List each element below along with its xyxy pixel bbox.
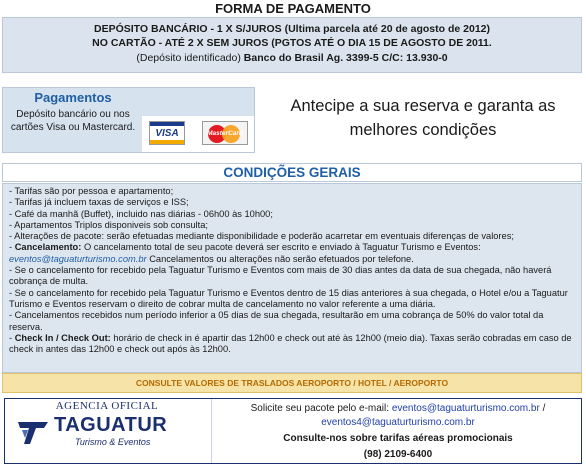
slogan: Antecipe a sua reserva e garanta as melhores condições <box>290 97 556 139</box>
condition-item: - Tarifas já incluem taxas de serviços e ISS; <box>9 197 189 208</box>
condition-item: - Café da manhã (Buffet), incluido nas diárias - 06h00 às 10h00; <box>9 208 273 219</box>
taguatur-logo-icon <box>16 416 50 446</box>
conditions-body <box>2 183 582 373</box>
visa-label: VISA <box>155 128 179 139</box>
payment-methods-box <box>2 17 582 73</box>
pagamentos-title: Pagamentos <box>34 90 112 105</box>
visa-card-icon <box>149 121 185 145</box>
transfer-notice: CONSULTE VALORES DE TRASLADOS AEROPORTO / HOTEL / AEROPORTO <box>2 373 582 393</box>
pagamentos-panel <box>2 87 255 153</box>
condition-item: - Se o cancelamento for recebido pela Taguatur Turismo e Eventos com mais de 30 dias antes da data de sua chegada, não haverá cobrança de multa. <box>9 265 552 287</box>
cancel-text: O cancelamento total de seu pacote deverá ser escrito e enviado à Taguatur Turismo e Eventos: <box>83 242 481 253</box>
footer <box>4 398 582 464</box>
bank-account-line <box>3 51 581 65</box>
cancel-item: - Cancelamento: O cancelamento total de seu pacote deverá ser escrito e enviado à Taguatur Turismo e Eventos: eventos@taguaturturismo.com.br Cancelamentos ou alterações não serão efetuados por telefone. <box>9 242 481 264</box>
checkin-label: Check In / Check Out: <box>14 332 111 343</box>
condition-item: - Cancelamentos recebidos num período inferior a 05 dias de sua chegada, resultarão em uma cobrança de 50% do valor total da reserva. <box>9 310 544 332</box>
condition-item: - Se o cancelamento for recebido pela Taguatur Turismo e Eventos dentro de 15 dias anteriores à sua chegada, o Hotel e/ou a Taguatur Turismo e Eventos reservam o direito de cobrar multa de cancelamento no valor referente a uma diária. <box>9 287 568 309</box>
condition-item: - Tarifas são por pessoa e apartamento; <box>9 186 174 196</box>
brand-name: TAGUATUR <box>54 414 168 436</box>
agency-label: AGENCIA OFICIAL <box>55 400 159 412</box>
checkin-text: horário de check in é apartir das 12h00 e check out até às 12h00 (meio dia). Taxas serão cobradas em caso de check in antes das 12h00 e check out após às 12h00. <box>9 332 572 355</box>
cancel-email-link[interactable]: eventos@taguaturturismo.com.br <box>9 253 147 264</box>
card-payment-line: NO CARTÃO - ATÉ 2 X SEM JUROS (PGTOS ATÉ O DIA 15 DE AGOSTO DE 2011. <box>92 37 492 49</box>
footer-divider <box>211 399 212 463</box>
pagamentos-text: Depósito bancário ou nos cartões Visa ou Mastercard. <box>10 109 136 133</box>
contact-line <box>217 402 579 416</box>
condition-item: - Alterações de pacote: serão efetuadas mediante disponibilidade e poderão acarretar em eventuais diferenças de valores; <box>9 231 514 242</box>
cancel-label: Cancelamento: <box>14 242 82 253</box>
email1-link[interactable]: eventos@taguaturturismo.com.br <box>391 403 540 414</box>
condition-item: - Apartamentos Triplos disponiveis sob consulta; <box>9 219 208 230</box>
email2-line <box>217 416 579 430</box>
bank-account: Banco do Brasil Ag. 3399-5 C/C: 13.930-0 <box>243 52 448 64</box>
promo-text: Consulte-nos sobre tarifas aéreas promocionais <box>283 433 513 444</box>
bank-deposit-line: DEPÓSITO BANCÁRIO - 1 X S/JUROS (Ultima parcela até 20 de agosto de 2012) <box>93 23 490 35</box>
deposit-note: (Depósito identificado) <box>136 52 241 64</box>
contact-prefix: Solicite seu pacote pelo e-mail: <box>250 403 390 414</box>
page-title: FORMA DE PAGAMENTO <box>215 1 371 16</box>
conditions-title: CONDIÇÕES GERAIS <box>2 163 582 182</box>
email2-link[interactable]: eventos4@taguaturturismo.com.br <box>321 417 475 428</box>
mastercard-label: MasterCard <box>207 130 243 137</box>
checkin-item: - Check In / Check Out: horário de check in é apartir das 12h00 e check out até às 12h00 (meio dia). Taxas serão cobradas em caso de check in antes das 12h00 e check out após às 12h00. <box>9 332 572 355</box>
phone-number: (98) 2109-6400 <box>363 449 433 460</box>
mastercard-icon <box>202 121 248 145</box>
brand-subtitle: Turismo & Eventos <box>75 437 151 447</box>
cancel-after: Cancelamentos ou alterações não serão efetuados por telefone. <box>149 253 414 264</box>
email-separator: / <box>542 403 546 414</box>
